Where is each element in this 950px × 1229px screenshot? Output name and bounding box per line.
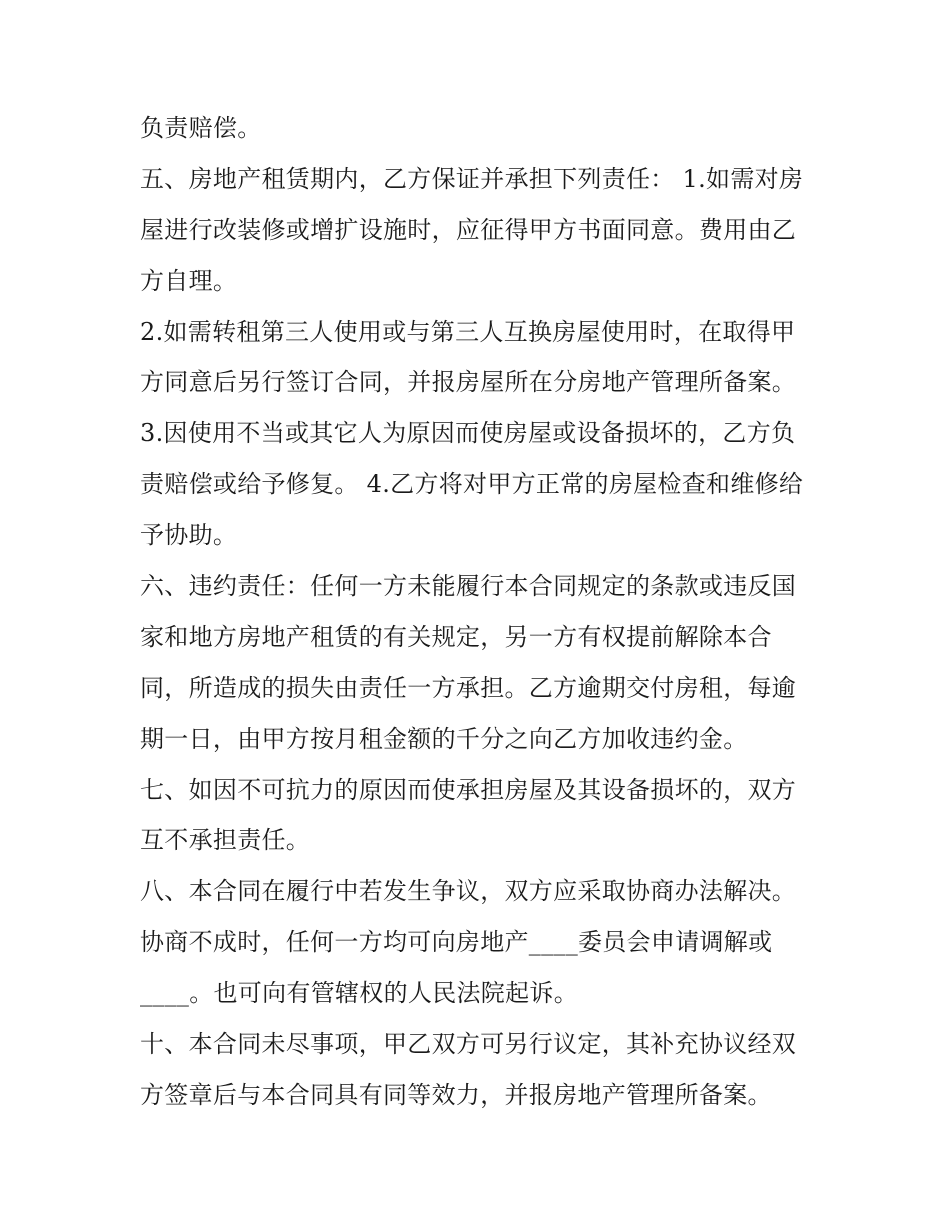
text-line: 家和地方房地产租赁的有关规定，另一方有权提前解除本合: [140, 623, 772, 651]
text-line: 同，所造成的损失由责任一方承担。乙方逾期交付房租，每逾: [140, 674, 797, 702]
text-line: 六、违约责任：任何一方未能履行本合同规定的条款或违反国: [140, 572, 797, 600]
text-line: 七、如因不可抗力的原因而使承担房屋及其设备损坏的，双方: [140, 776, 797, 804]
text-line: 十、本合同未尽事项，甲乙双方可另行议定，其补充协议经双: [140, 1030, 797, 1058]
text-line: 方同意后另行签订合同，并报房屋所在分房地产管理所备案。: [140, 368, 797, 396]
text-line: 负责赔偿。: [140, 114, 262, 142]
text-line: 期一日，由甲方按月租金额的千分之向乙方加收违约金。: [140, 725, 748, 753]
text-line: 五、房地产租赁期内，乙方保证并承担下列责任： 1.如需对房: [140, 165, 804, 193]
text-line: 协商不成时，任何一方均可向房地产____委员会申请调解或: [140, 928, 773, 956]
text-line: 方签章后与本合同具有同等效力，并报房地产管理所备案。: [140, 1081, 772, 1109]
text-line: ____。也可向有管辖权的人民法院起诉。: [140, 979, 578, 1007]
text-line: 互不承担责任。: [140, 826, 311, 854]
text-line: 3.因使用不当或其它人为原因而使房屋或设备损坏的，乙方负: [140, 419, 796, 447]
text-line: 2.如需转租第三人使用或与第三人互换房屋使用时，在取得甲: [140, 318, 796, 346]
text-line: 八、本合同在履行中若发生争议，双方应采取协商办法解决。: [140, 877, 797, 905]
text-line: 方自理。: [140, 267, 238, 295]
text-line: 予协助。: [140, 521, 238, 549]
text-line: 屋进行改装修或增扩设施时，应征得甲方书面同意。费用由乙: [140, 216, 797, 244]
text-line: 责赔偿或给予修复。 4.乙方将对甲方正常的房屋检查和维修给: [140, 470, 804, 498]
